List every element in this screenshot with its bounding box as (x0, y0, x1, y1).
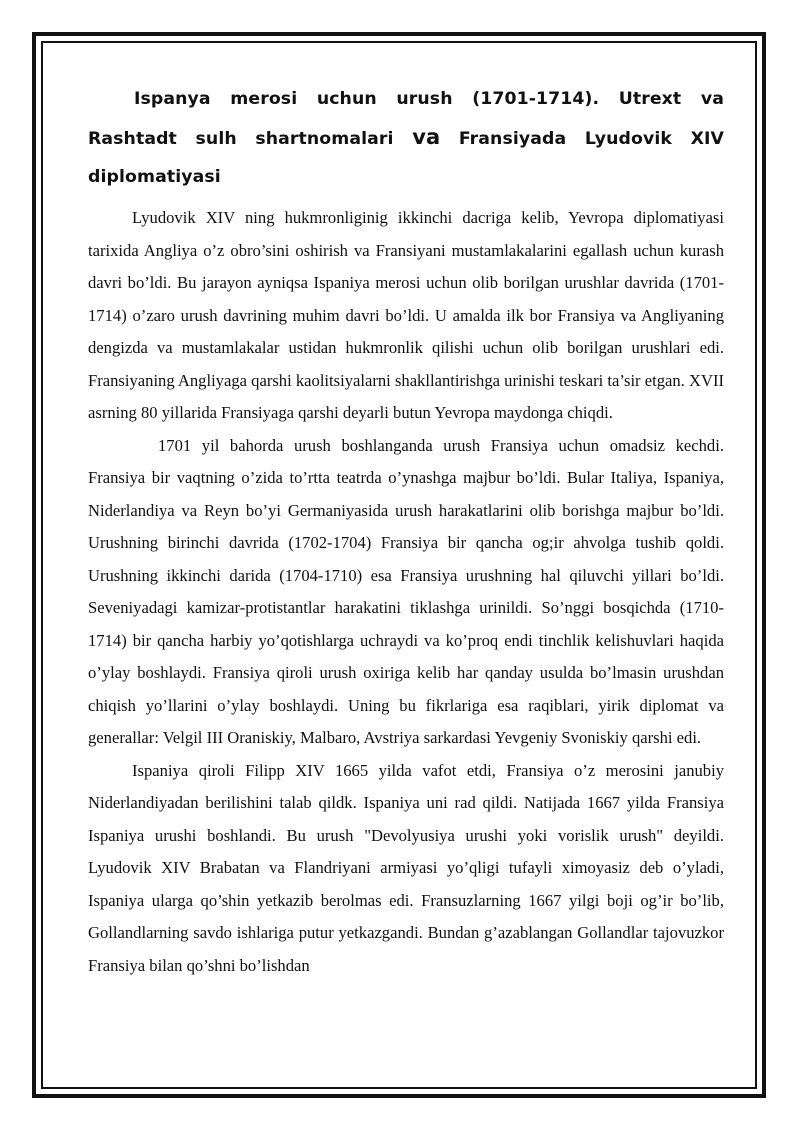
paragraph-3: Ispaniya qiroli Filipp XIV 1665 yilda vafot etdi, Fransiya o’z merosini janubiy Niderlandiyadan berilishini talab qildk. Ispaniya uni rad qildi. Natijada 1667 yilda Fransiya Ispaniya urushi boshlandi. Bu urush "Devolyusiya urushi yoki vorislik urush" deyildi. Lyudovik XIV Brabatan va Flandriyani armiyasi yo’qligi tufayli ximoyasiz deb o’yladi, Ispaniya ularga qo’shin yetkazib berolmas edi. Fransuzlarning 1667 yilgi boji og’ir bo’lib, Gollandlarning savdo ishlariga putur yetkazgandi. Bundan g’azablangan Gollandlar tajovuzkor Fransiya bilan qo’shni bo’lishdan (88, 760, 724, 975)
paragraph-1: Lyudovik XIV ning hukmronliginig ikkinchi dacriga kelib, Yevropa diplomatiyasi tarixida Angliya o’z obro’sini oshirish va Fransiyani mustamlakalarini egallash uchun kurash davri bo’ldi. Bu jarayon ayniqsa Ispaniya merosi uchun olib borilgan urushlar davrida (1701-1714) o’zaro urush davrining muhim davri bo’ldi. U amalda ilk bor Fransiya va Angliyaning dengizda va mustamlakalar ustidan hukmronlik qilishi uchun olib borilgan urushlari edi. Fransiyaning Angliyaga qarshi kaolitsiyalarni shakllantirishga urinishi teskari ta’sir etgan. XVII asrning 80 yillarida Fransiyaga qarshi deyarli butun Yevropa maydonga chiqdi. (88, 208, 724, 422)
title-part-1: Ispanya merosi uchun urush (1701-1714). Utrext va Rashtadt sulh shartnomalari (88, 89, 724, 149)
paragraph-2: 1701 yil bahorda urush boshlanganda urush Fransiya uchun omadsiz kechdi. Fransiya bir vaqtning o’zida to’rtta teatrda o’ynashga majbur bo’ldi. Bular Italiya, Ispaniya, Niderlandiya va Reyn bo’yi Germaniyasida urush harakatlarini olib borishga majbur bo’ldi. Urushning birinchi davrida (1702-1704) Fransiya bir qancha og;ir ahvolga tushib qoldi. Urushning ikkinchi darida (1704-1710) esa Fransiya urushning hal qiluvchi yillari bo’ldi. Seveniyadagi kamizar-protistantlar harakatini tiklashga urinildi. So’nggi bosqichda (1710-1714) bir qancha harbiy yo’qotishlarga uchraydi va ko’proq endi tinchlik kelishuvlari haqida o’ylay boshlaydi. Fransiya qiroli urush oxiriga kelib har qanday usulda bo’lmasin urushdan chiqish yo’llarini o’ylay boshlaydi. Uning bu fikrlariga esa raqiblari, yirik diplomat va generallar: Velgil III Oraniskiy, Malbaro, Avstriya sarkardasi Yevgeniy Svoniskiy qarshi edi. (88, 435, 724, 747)
title-va: va (412, 125, 441, 149)
title-part-2: Fransiyada Lyudovik XIV diplomatiyasi (88, 129, 725, 187)
document-title (88, 80, 724, 196)
document-body (88, 80, 724, 982)
